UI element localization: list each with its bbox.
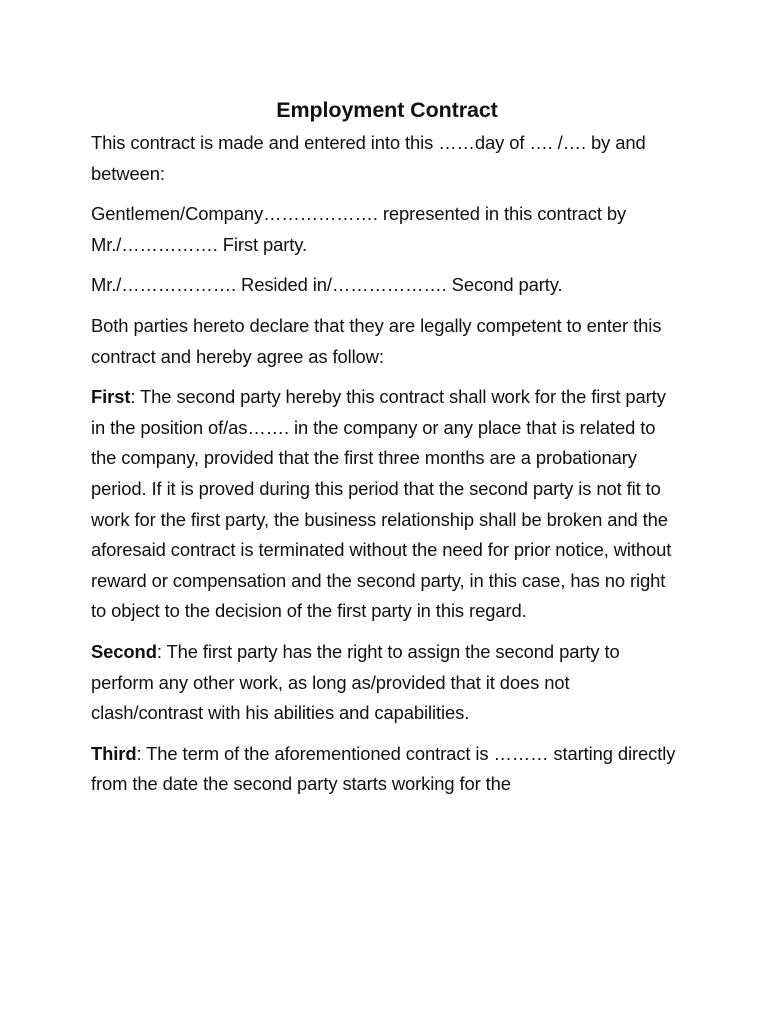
clause-second-text: : The first party has the right to assign the second party to perform any other work, as long as/provided that it does not clash/contrast with his abilities and capabilities. — [91, 640, 620, 724]
declaration-paragraph: Both parties hereto declare that they are legally competent to enter this contract and hereby agree as follow: — [91, 314, 662, 367]
intro-paragraph: This contract is made and entered into this ……day of …. /…. by and between: — [91, 132, 646, 184]
document-body — [91, 95, 683, 810]
clause-third-label: Third — [91, 742, 137, 764]
clause-second-label: Second — [91, 640, 157, 662]
clause-second — [91, 637, 683, 729]
clause-first — [91, 382, 683, 627]
clause-first-label: First — [91, 386, 131, 408]
clause-third-text: : The term of the aforementioned contract is ……… starting directly from the date the second party starts working for the — [91, 742, 676, 795]
second-party-paragraph: Mr./………………. Resided in/………………. Second party. — [91, 274, 563, 296]
first-party-paragraph: Gentlemen/Company………………. represented in this contract by Mr./……………. First party. — [91, 203, 627, 255]
clause-first-text: : The second party hereby this contract shall work for the first party in the position of/as……. in the company or any place that is related to the company, provided that the first three months are a probationary period. If it is proved during this period that the second party is not fit to work for the first party, the business relationship shall be broken and the aforesaid contract is terminated without the need for prior notice, without reward or compensation and the second party, in this case, has no right to object to the decision of the first party in this regard. — [91, 386, 672, 622]
clause-third — [91, 739, 683, 800]
document-title: Employment Contract — [276, 98, 498, 122]
